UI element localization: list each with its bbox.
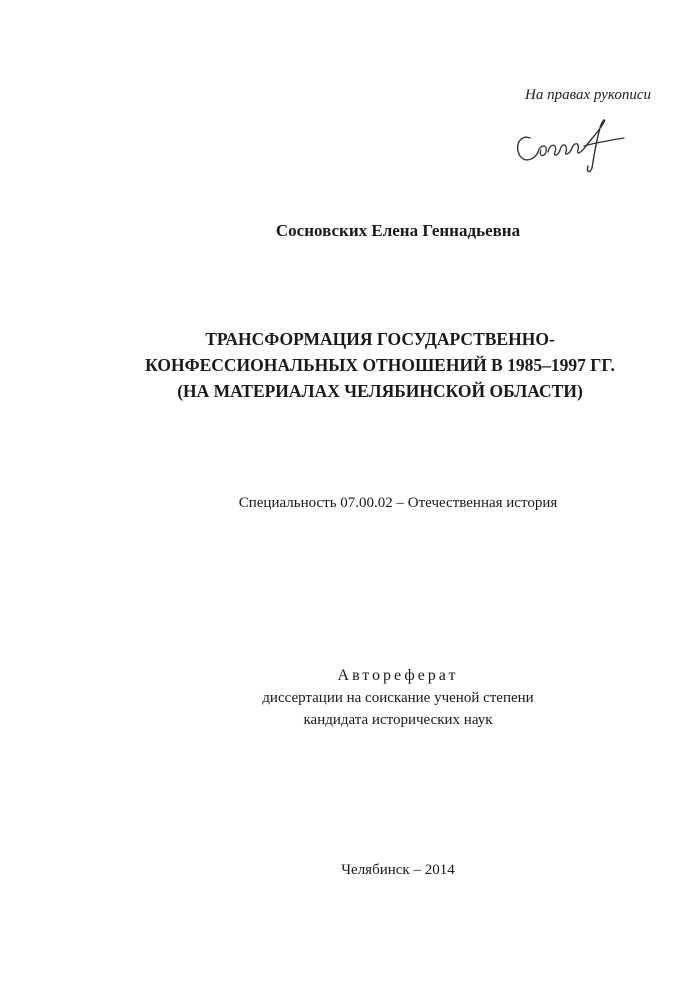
dissertation-title (0, 326, 700, 404)
signature-icon (508, 112, 628, 176)
title-line: КОНФЕССИОНАЛЬНЫХ ОТНОШЕНИЙ В 1985–1997 ГГ. (145, 355, 615, 375)
abstract-block (0, 665, 700, 731)
title-line: ТРАНСФОРМАЦИЯ ГОСУДАРСТВЕННО- (205, 329, 555, 349)
city-year: Челябинск – 2014 (341, 862, 455, 878)
manuscript-rights-note: На правах рукописи (525, 87, 651, 103)
author-name: Сосновских Елена Геннадьевна (275, 221, 521, 240)
title-line: (НА МАТЕРИАЛАХ ЧЕЛЯБИНСКОЙ ОБЛАСТИ) (177, 381, 583, 401)
abstract-label: Автореферат (337, 667, 459, 684)
abstract-line: диссертации на соискание ученой степени (262, 690, 534, 706)
abstract-line: кандидата исторических наук (303, 712, 493, 728)
specialty-line: Специальность 07.00.02 – Отечественная история (238, 495, 558, 511)
